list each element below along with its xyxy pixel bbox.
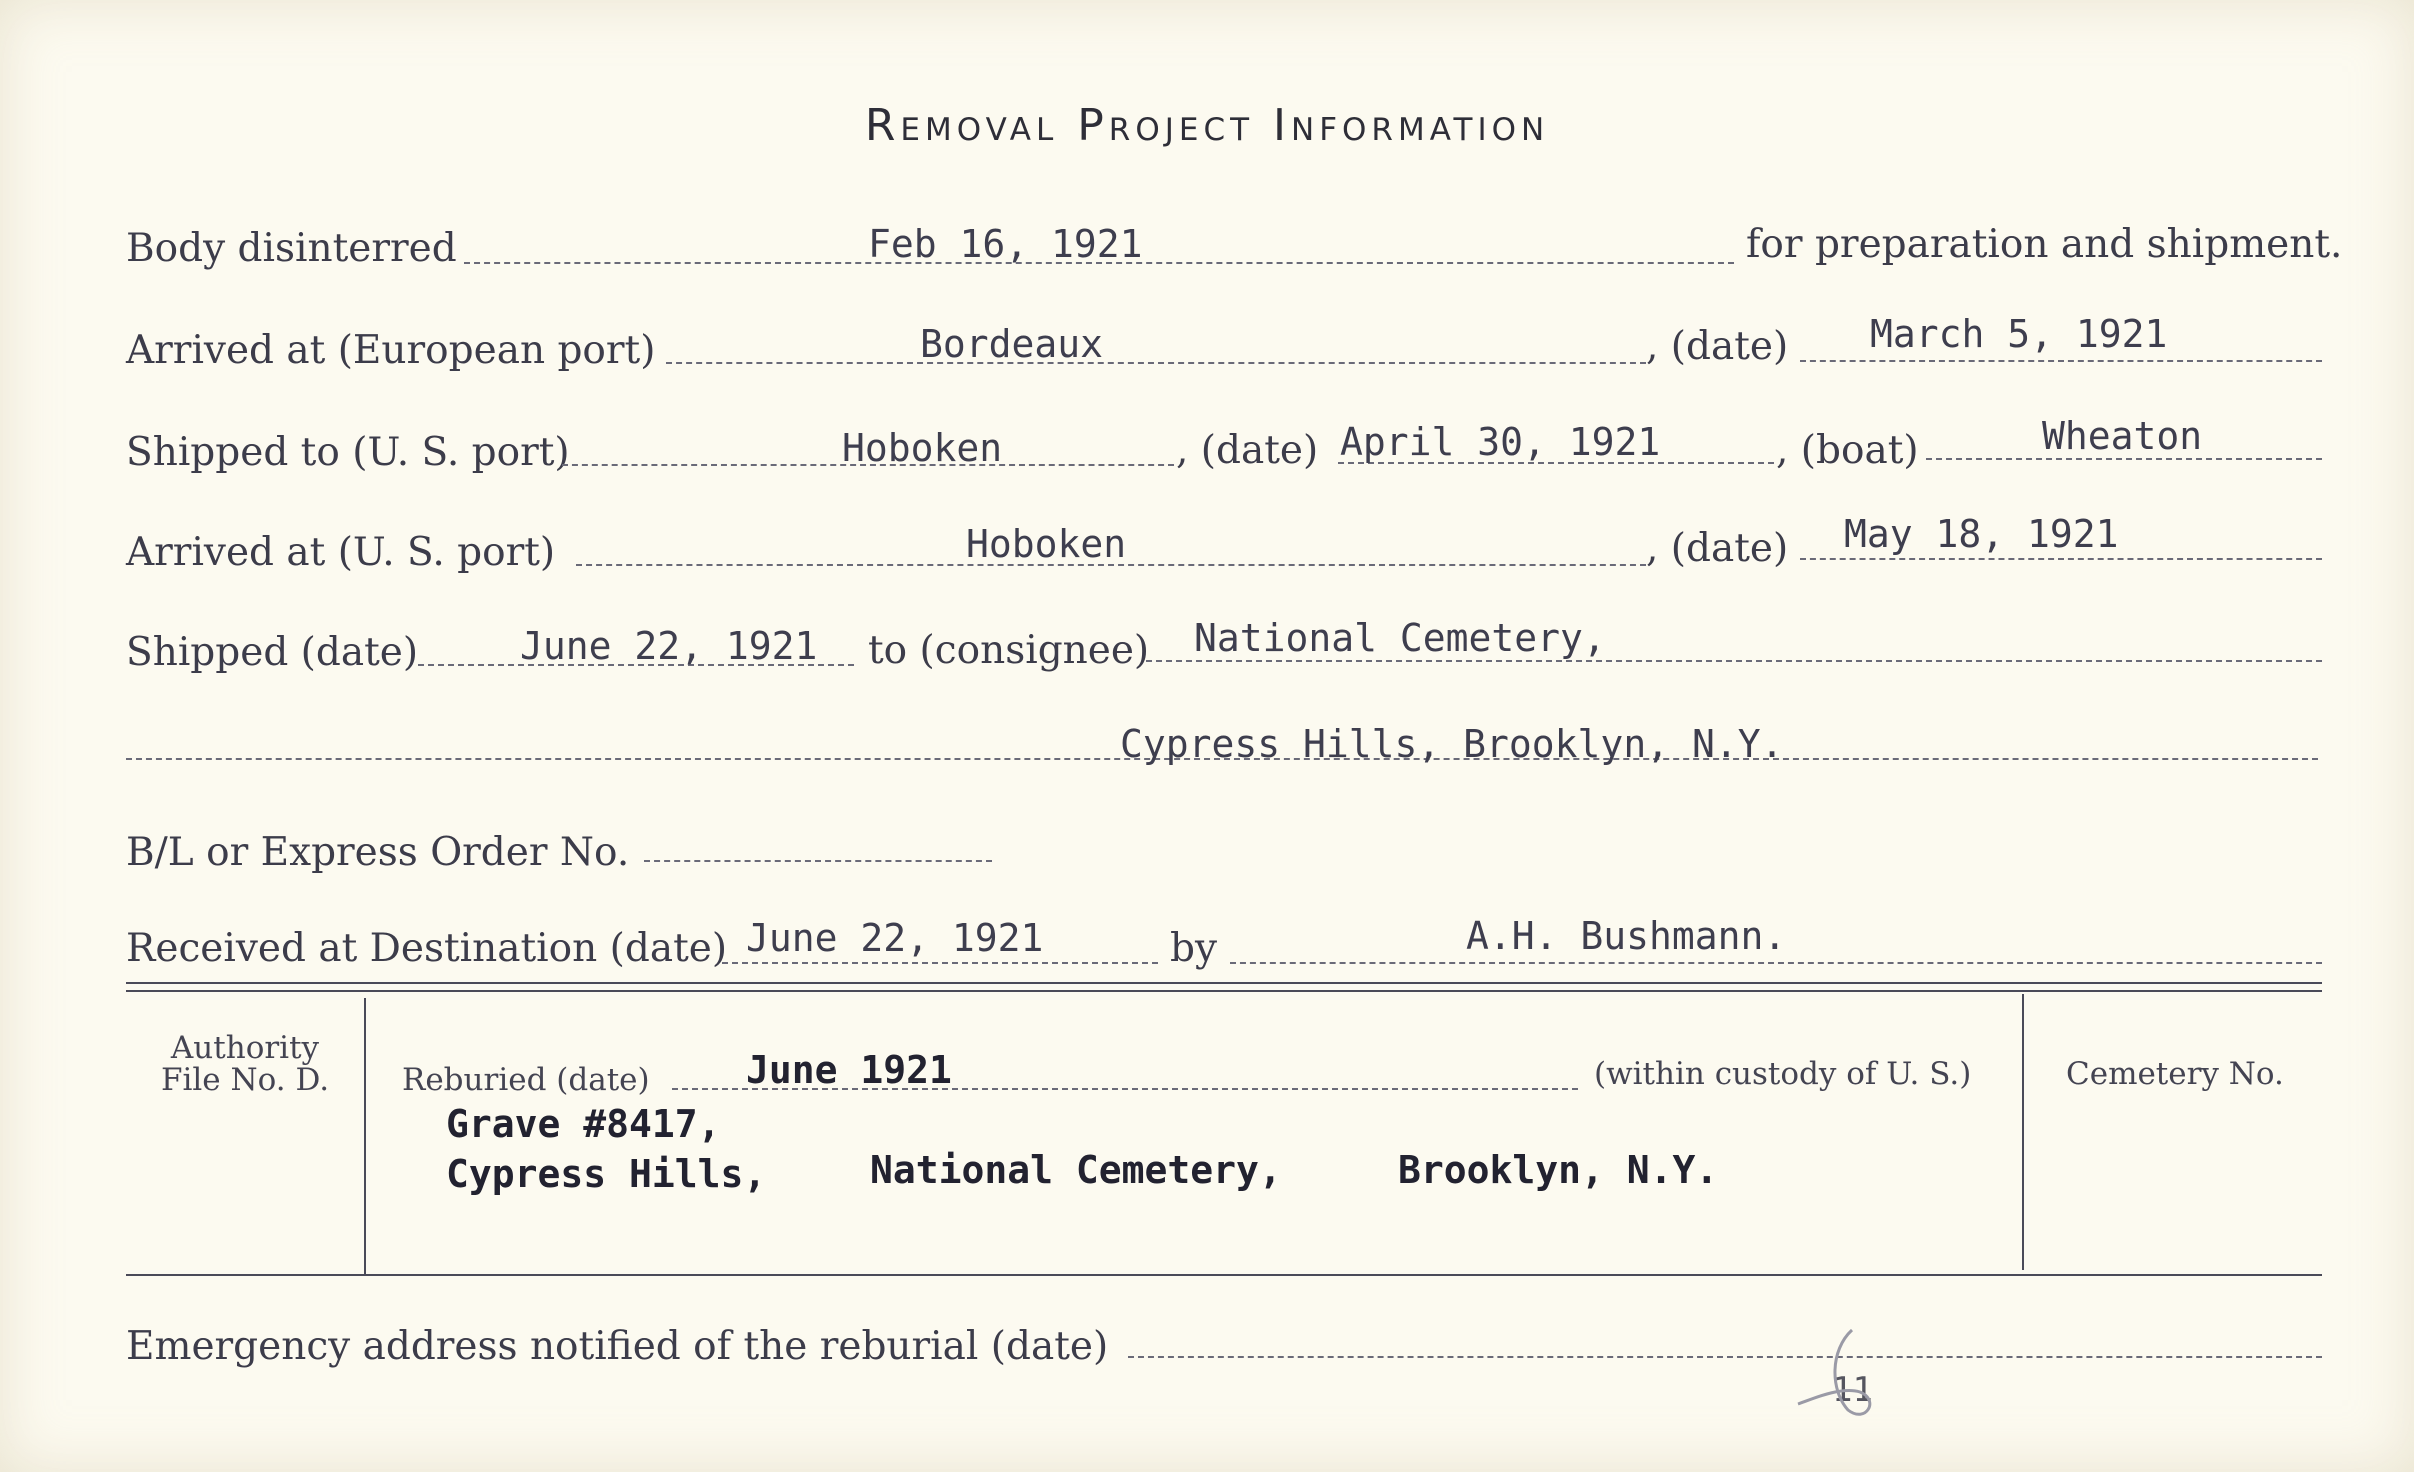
box-top-rule bbox=[126, 982, 2322, 984]
reburied-label: Reburied (date) bbox=[402, 1062, 650, 1098]
pencil-scribble-mark bbox=[1790, 1320, 1900, 1440]
box-bottom-rule bbox=[126, 1274, 2322, 1276]
received-by-line bbox=[1230, 962, 2322, 964]
arrived-us-label: Arrived at (U. S. port) bbox=[126, 530, 556, 575]
received-date-line bbox=[722, 962, 1158, 964]
shipped-date-value: June 22, 1921 bbox=[520, 624, 818, 668]
cemetery-no-label: Cemetery No. bbox=[2066, 1056, 2284, 1092]
shipped-date-label: Shipped (date) bbox=[126, 630, 419, 675]
disinterred-label: Body disinterred bbox=[126, 226, 457, 271]
arrived-europe-value: Bordeaux bbox=[920, 322, 1104, 366]
received-label: Received at Destination (date) bbox=[126, 926, 728, 971]
received-by-value: A.H. Bushmann. bbox=[1466, 914, 1787, 958]
shipped-to-boat-value: Wheaton bbox=[2042, 414, 2203, 458]
box-divider-right bbox=[2022, 994, 2024, 1270]
arrived-europe-date-value: March 5, 1921 bbox=[1870, 312, 2168, 356]
corner-mark: 11 bbox=[1832, 1370, 1873, 1410]
arrived-us-date-label: , (date) bbox=[1646, 526, 1789, 571]
location-cemetery-name: National Cemetery, bbox=[870, 1148, 1282, 1192]
shipped-to-value: Hoboken bbox=[842, 426, 1003, 470]
shipped-to-label: Shipped to (U. S. port) bbox=[126, 430, 570, 475]
card-title: Removal Project Information bbox=[864, 100, 1550, 151]
shipped-to-boat-line bbox=[1926, 458, 2322, 460]
consignee-label: to (consignee) bbox=[868, 628, 1150, 673]
custody-label: (within custody of U. S.) bbox=[1594, 1056, 1972, 1092]
location-cemetery-area: Cypress Hills, bbox=[446, 1152, 767, 1196]
disinterred-value: Feb 16, 1921 bbox=[868, 222, 1143, 266]
grave-number: Grave #8417, bbox=[446, 1102, 721, 1146]
shipped-to-date-label: , (date) bbox=[1176, 428, 1319, 473]
arrived-europe-date-label: , (date) bbox=[1646, 324, 1789, 369]
bl-line bbox=[644, 860, 992, 862]
consignee-line bbox=[1146, 660, 2322, 662]
consignee-line2: Cypress Hills, Brooklyn, N.Y. bbox=[1120, 722, 1784, 766]
arrived-europe-date-line bbox=[1800, 360, 2322, 362]
emergency-line bbox=[1128, 1356, 2322, 1358]
arrived-europe-label: Arrived at (European port) bbox=[126, 328, 656, 373]
box-divider-left bbox=[364, 998, 366, 1274]
box-top-rule-2 bbox=[126, 990, 2322, 992]
reburied-value: June 1921 bbox=[746, 1048, 952, 1092]
arrived-us-date-value: May 18, 1921 bbox=[1844, 512, 2119, 556]
authority-file-label: Authority File No. D. bbox=[160, 1030, 330, 1098]
arrived-us-date-line bbox=[1800, 558, 2322, 560]
shipped-to-boat-label: , (boat) bbox=[1776, 428, 1919, 473]
disinterred-suffix: for preparation and shipment. bbox=[1746, 222, 2343, 267]
location-city: Brooklyn, N.Y. bbox=[1398, 1148, 1719, 1192]
arrived-us-value: Hoboken bbox=[966, 522, 1127, 566]
received-date-value: June 22, 1921 bbox=[746, 916, 1044, 960]
arrived-europe-line bbox=[666, 362, 1646, 364]
received-by-label: by bbox=[1170, 926, 1217, 971]
bl-label: B/L or Express Order No. bbox=[126, 830, 630, 875]
emergency-label: Emergency address notified of the reburial (date) bbox=[126, 1324, 1109, 1369]
shipped-to-date-value: April 30, 1921 bbox=[1340, 420, 1661, 464]
consignee-line1: National Cemetery, bbox=[1194, 616, 1606, 660]
